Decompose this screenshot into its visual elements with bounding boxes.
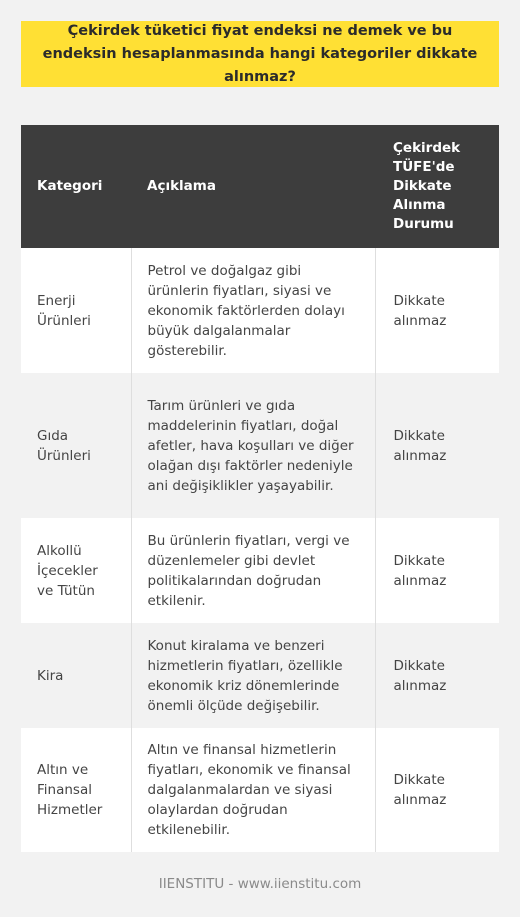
footer-credit: IIENSTITU - www.iienstitu.com [158, 876, 362, 892]
table-row [21, 248, 499, 373]
table-row [21, 728, 499, 852]
header-category: Kategori [21, 125, 131, 248]
title-banner [21, 21, 499, 87]
cell-category: Altın ve Finansal Hizmetler [21, 728, 131, 852]
table-row [21, 623, 499, 728]
header-status: Çekirdek TÜFE'de Dikkate Alınma Durumu [375, 125, 499, 248]
cell-status: Dikkate alınmaz [375, 248, 499, 373]
cell-category: Kira [21, 623, 131, 728]
cell-description: Petrol ve doğalgaz gibi ürünlerin fiyatları, siyasi ve ekonomik faktörlerden dolayı büyük dalgalanmalar gösterebilir. [131, 248, 375, 373]
header-description: Açıklama [131, 125, 375, 248]
cell-description: Altın ve finansal hizmetlerin fiyatları, ekonomik ve finansal dalgalanmalardan ve siyasi olaylardan doğrudan etkilenebilir. [131, 728, 375, 852]
cell-description: Konut kiralama ve benzeri hizmetlerin fiyatları, özellikle ekonomik kriz dönemlerinde önemli ölçüde değişebilir. [131, 623, 375, 728]
categories-table [21, 125, 499, 852]
table-header-row [21, 125, 499, 248]
cell-category: Gıda Ürünleri [21, 373, 131, 518]
page-title: Çekirdek tüketici fiyat endeksi ne demek ve bu endeksin hesaplanmasında hangi kategoriler dikkate alınmaz? [42, 22, 478, 85]
cell-status: Dikkate alınmaz [375, 728, 499, 852]
table-row [21, 518, 499, 623]
cell-status: Dikkate alınmaz [375, 518, 499, 623]
cell-description: Tarım ürünleri ve gıda maddelerinin fiyatları, doğal afetler, hava koşulları ve diğer olağan dışı faktörler nedeniyle ani değişiklikler yaşayabilir. [131, 373, 375, 518]
cell-status: Dikkate alınmaz [375, 373, 499, 518]
cell-description: Bu ürünlerin fiyatları, vergi ve düzenlemeler gibi devlet politikalarından doğrudan etkilenir. [131, 518, 375, 623]
cell-category: Alkollü İçecekler ve Tütün [21, 518, 131, 623]
cell-category: Enerji Ürünleri [21, 248, 131, 373]
table-row [21, 373, 499, 518]
cell-status: Dikkate alınmaz [375, 623, 499, 728]
